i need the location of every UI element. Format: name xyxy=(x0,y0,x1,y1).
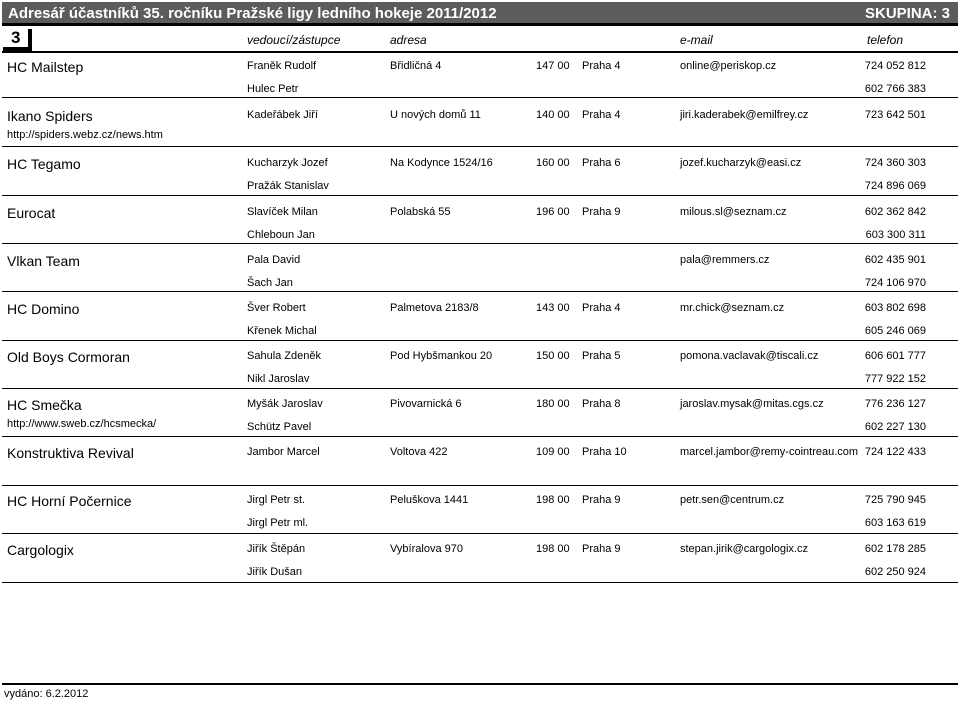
contact-phone: 602 766 383 xyxy=(864,83,926,95)
contact-email: jiri.kaderabek@emilfrey.cz xyxy=(680,109,809,121)
contact-phone: 605 246 069 xyxy=(864,325,926,337)
team-name: Vlkan Team xyxy=(7,253,80,269)
contact-phone: 725 790 945 xyxy=(864,494,926,506)
contact-zip: 196 00 xyxy=(536,206,570,218)
contact-person: Jiřík Štěpán xyxy=(247,543,306,555)
group-number: 3 xyxy=(11,28,21,47)
contact-street: Polabská 55 xyxy=(390,206,451,218)
contact-person: Franěk Rudolf xyxy=(247,60,317,72)
contact-email: stepan.jirik@cargologix.cz xyxy=(680,543,808,555)
contact-street: Vybíralova 970 xyxy=(390,543,463,555)
contact-person: Jiřík Dušan xyxy=(247,566,303,578)
header-email: e-mail xyxy=(680,33,713,47)
contact-city: Praha 4 xyxy=(582,109,621,121)
contact-street: Na Kodynce 1524/16 xyxy=(390,157,493,169)
header-divider xyxy=(2,51,958,53)
contact-phone: 602 227 130 xyxy=(864,421,926,433)
contact-email: jaroslav.mysak@mitas.cgs.cz xyxy=(680,398,824,410)
team-name: HC Mailstep xyxy=(7,59,84,75)
contact-city: Praha 9 xyxy=(582,543,621,555)
contact-phone: 602 435 901 xyxy=(864,254,926,266)
contact-person: Šver Robert xyxy=(247,302,306,314)
issue-date: vydáno: 6.2.2012 xyxy=(4,688,89,700)
contact-street: Peluškova 1441 xyxy=(390,494,469,506)
row-divider xyxy=(2,146,958,147)
row-divider xyxy=(2,485,958,486)
row-divider xyxy=(2,388,958,389)
row-divider xyxy=(2,582,958,583)
contact-zip: 198 00 xyxy=(536,494,570,506)
team-name: HC Domino xyxy=(7,301,80,317)
contact-email: milous.sl@seznam.cz xyxy=(680,206,787,218)
contact-person: Slavíček Milan xyxy=(247,206,318,218)
team-name: Cargologix xyxy=(7,542,74,558)
contact-zip: 160 00 xyxy=(536,157,570,169)
team-name: Konstruktiva Revival xyxy=(7,445,134,461)
contact-street: Břidličná 4 xyxy=(390,60,442,72)
contact-phone: 723 642 501 xyxy=(864,109,926,121)
contact-email: petr.sen@centrum.cz xyxy=(680,494,785,506)
contact-email: mr.chick@seznam.cz xyxy=(680,302,785,314)
contact-phone: 724 360 303 xyxy=(864,157,926,169)
contact-person: Sahula Zdeněk xyxy=(247,350,321,362)
team-name: HC Smečka xyxy=(7,397,82,413)
contact-person: Myšák Jaroslav xyxy=(247,398,323,410)
team-website: http://www.sweb.cz/hcsmecka/ xyxy=(7,418,157,430)
contact-phone: 606 601 777 xyxy=(864,350,926,362)
contact-phone: 602 362 842 xyxy=(864,206,926,218)
footer-divider xyxy=(2,683,958,685)
contact-street: Pivovarnická 6 xyxy=(390,398,462,410)
team-name: Ikano Spiders xyxy=(7,108,93,124)
contact-phone: 603 163 619 xyxy=(864,517,926,529)
contact-person: Pala David xyxy=(247,254,301,266)
header-address: adresa xyxy=(390,33,427,47)
contact-phone: 603 300 311 xyxy=(865,229,926,241)
contact-city: Praha 9 xyxy=(582,206,621,218)
contact-phone: 602 178 285 xyxy=(864,543,926,555)
title-bar xyxy=(2,2,958,26)
contact-person: Jirgl Petr st. xyxy=(247,494,306,506)
contact-zip: 147 00 xyxy=(536,60,570,72)
contact-zip: 109 00 xyxy=(536,446,570,458)
contact-email: pala@remmers.cz xyxy=(680,254,770,266)
contact-person: Křenek Michal xyxy=(247,325,317,337)
team-name: Old Boys Cormoran xyxy=(7,349,130,365)
team-name: HC Horní Počernice xyxy=(7,493,132,509)
document-title: Adresář účastníků 35. ročníku Pražské ligy ledního hokeje 2011/2012 xyxy=(8,5,497,22)
row-divider xyxy=(2,243,958,244)
team-name: Eurocat xyxy=(7,205,56,221)
contact-person: Pražák Stanislav xyxy=(247,180,329,192)
row-divider xyxy=(2,340,958,341)
contact-city: Praha 4 xyxy=(582,60,621,72)
contact-zip: 180 00 xyxy=(536,398,570,410)
contact-person: Šach Jan xyxy=(247,277,293,289)
header-contact: vedoucí/zástupce xyxy=(247,33,341,47)
header-phone: telefon xyxy=(867,33,904,47)
group-label: SKUPINA: 3 xyxy=(864,5,950,22)
contact-phone: 776 236 127 xyxy=(864,398,926,410)
row-divider xyxy=(2,436,958,437)
contact-street: U nových domů 11 xyxy=(390,109,481,121)
contact-phone: 724 122 433 xyxy=(864,446,926,458)
contact-zip: 198 00 xyxy=(536,543,570,555)
row-divider xyxy=(2,195,958,196)
contact-person: Hulec Petr xyxy=(247,83,299,95)
contact-email: pomona.vaclavak@tiscali.cz xyxy=(680,350,819,362)
contact-phone: 602 250 924 xyxy=(864,566,926,578)
contact-street: Palmetova 2183/8 xyxy=(390,302,479,314)
contact-email: online@periskop.cz xyxy=(680,60,777,72)
contact-email: marcel.jambor@remy-cointreau.com xyxy=(680,446,859,458)
contact-phone: 777 922 152 xyxy=(864,373,926,385)
team-name: HC Tegamo xyxy=(7,156,81,172)
contact-zip: 143 00 xyxy=(536,302,570,314)
team-website: http://spiders.webz.cz/news.htm xyxy=(7,129,163,141)
contact-person: Kucharzyk Jozef xyxy=(247,157,328,169)
contact-email: jozef.kucharzyk@easi.cz xyxy=(680,157,802,169)
contact-person: Jirgl Petr ml. xyxy=(247,517,309,529)
contact-person: Kadeřábek Jiří xyxy=(247,109,318,121)
contact-zip: 150 00 xyxy=(536,350,570,362)
contact-city: Praha 9 xyxy=(582,494,621,506)
row-divider xyxy=(2,291,958,292)
row-divider xyxy=(2,97,958,98)
contact-phone: 724 896 069 xyxy=(864,180,926,192)
contact-person: Jambor Marcel xyxy=(247,446,320,458)
row-divider xyxy=(2,533,958,534)
contact-street: Voltova 422 xyxy=(390,446,448,458)
contact-city: Praha 8 xyxy=(582,398,621,410)
contact-person: Chleboun Jan xyxy=(247,229,315,241)
contact-city: Praha 5 xyxy=(582,350,621,362)
contact-city: Praha 4 xyxy=(582,302,621,314)
contact-city: Praha 6 xyxy=(582,157,621,169)
contact-city: Praha 10 xyxy=(582,446,627,458)
contact-person: Schütz Pavel xyxy=(247,421,312,433)
contact-zip: 140 00 xyxy=(536,109,570,121)
contact-person: Nikl Jaroslav xyxy=(247,373,310,385)
contact-phone: 724 106 970 xyxy=(864,277,926,289)
contact-street: Pod Hybšmankou 20 xyxy=(390,350,493,362)
contact-phone: 724 052 812 xyxy=(864,60,926,72)
contact-phone: 603 802 698 xyxy=(864,302,926,314)
